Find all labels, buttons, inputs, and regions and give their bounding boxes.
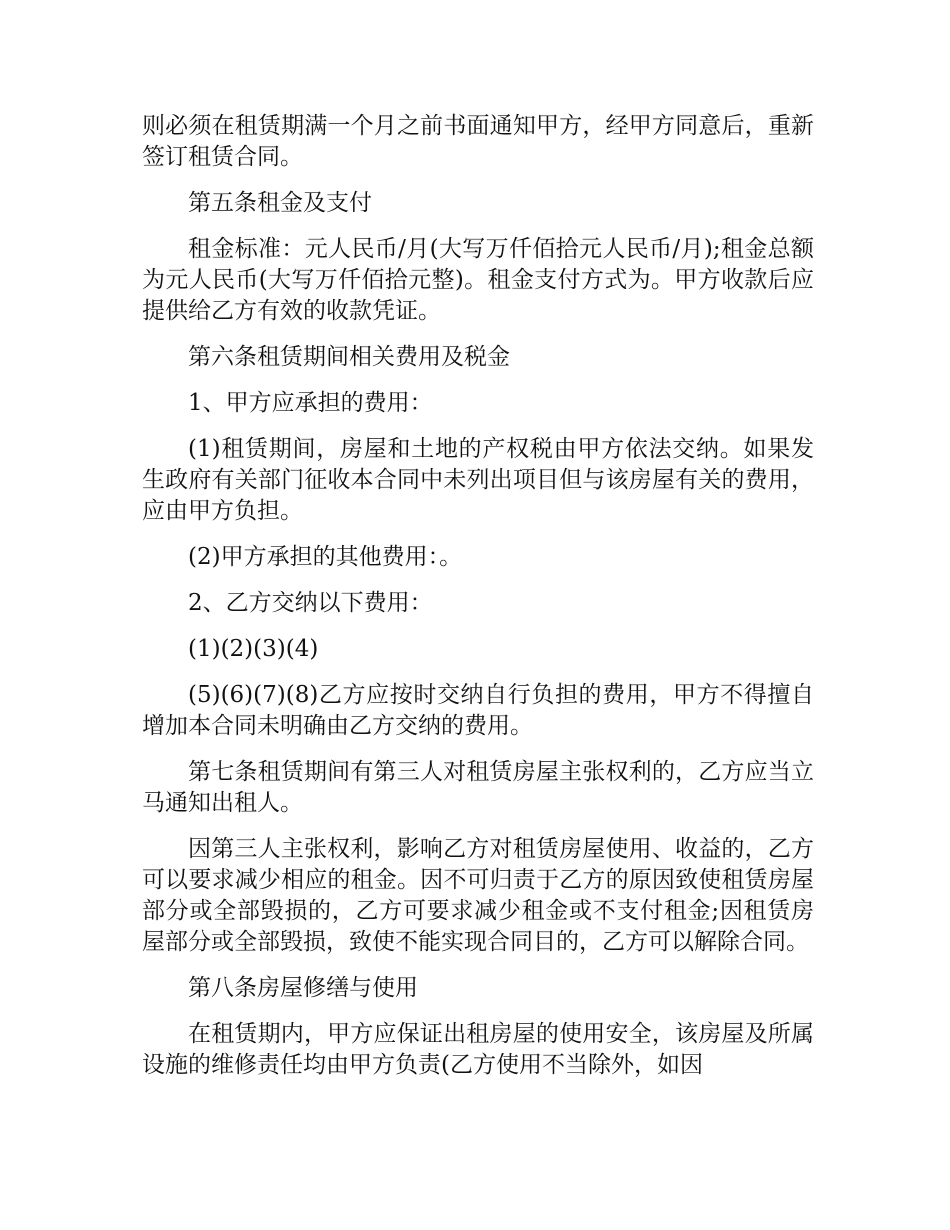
heading-article-7: 第七条租赁期间有第三人对租赁房屋主张权利的，乙方应当立马通知出租人。	[142, 759, 814, 816]
heading-article-5: 第五条租金及支付	[188, 190, 372, 216]
paragraph-rent-standard: 租金标准：元人民币/月(大写万仟佰拾元人民币/月);租金总额为元人民币(大写万仟佰拾元整)。租金支付方式为。甲方收款后应提供给乙方有效的收款凭证。	[142, 236, 814, 324]
paragraph-repair-use: 在租赁期内，甲方应保证出租房屋的使用安全，该房屋及所属设施的维修责任均由甲方负责(乙方使用不当除外，如因	[142, 1021, 814, 1078]
paragraph-party-a-other-fees: (2)甲方承担的其他费用：。	[188, 544, 463, 570]
paragraph-fee-items-5-8: (5)(6)(7)(8)乙方应按时交纳自行负担的费用，甲方不得擅自增加本合同未明确由乙方交纳的费用。	[142, 682, 814, 739]
list-item-party-a-fees: 1、甲方应承担的费用：	[188, 390, 433, 416]
heading-article-6: 第六条租赁期间相关费用及税金	[188, 344, 510, 370]
paragraph-property-tax: (1)租赁期间，房屋和土地的产权税由甲方依法交纳。如果发生政府有关部门征收本合同中未列出项目但与该房屋有关的费用，应由甲方负担。	[142, 436, 814, 524]
document-page	[142, 111, 814, 1096]
paragraph-third-party-claims: 因第三人主张权利，影响乙方对租赁房屋使用、收益的，乙方可以要求减少相应的租金。因不可归责于乙方的原因致使租赁房屋部分或全部毁损的，乙方可要求减少租金或不支付租金;因租赁房屋部分或全部毁损，致使不能实现合同目的，乙方可以解除合同。	[142, 836, 814, 955]
list-item-party-b-fees: 2、乙方交纳以下费用：	[188, 590, 433, 616]
paragraph-continuation: 则必须在租赁期满一个月之前书面通知甲方，经甲方同意后，重新签订租赁合同。	[142, 113, 814, 170]
heading-article-8: 第八条房屋修缮与使用	[188, 975, 418, 1001]
paragraph-fee-items-1-4: (1)(2)(3)(4)	[188, 636, 319, 662]
